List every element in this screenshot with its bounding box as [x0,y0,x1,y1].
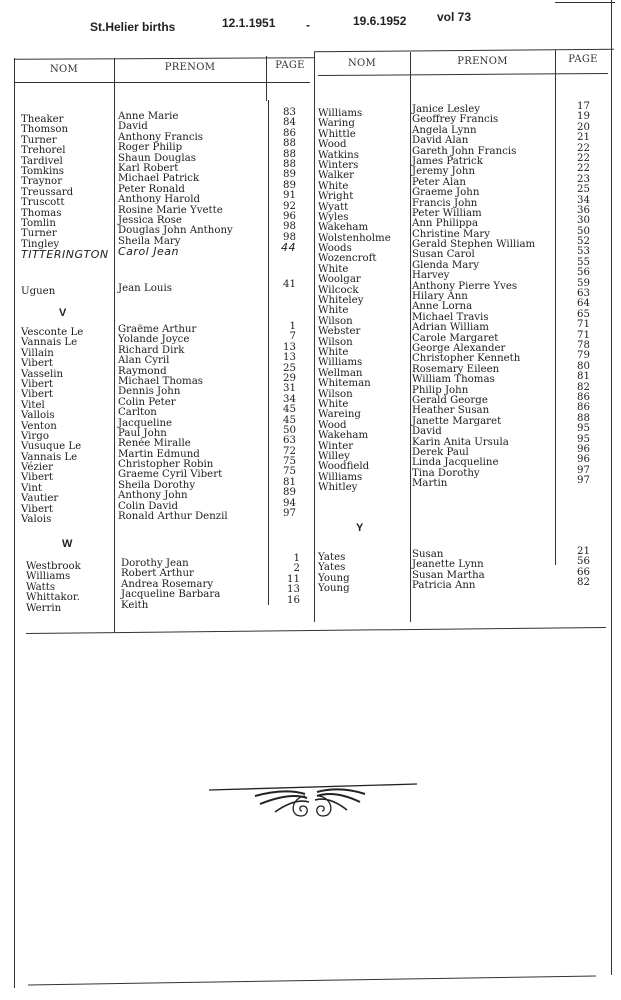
entry-page-number: 80 [577,360,590,372]
entry-surname: Wolstenholme [318,232,391,244]
entry-page-number: 81 [283,476,296,488]
entry-page-number: 95 [577,433,590,445]
entry-surname: Tomkins [21,165,65,177]
entry-forename: Glenda Mary [412,259,479,271]
entry-forename: Sheila Dorothy [118,479,196,491]
entry-forename: Yolande Joyce [118,334,190,346]
entry-forename: David [118,121,148,133]
entry-page-number: 82 [577,577,590,589]
entry-surname: Wilson [318,336,353,348]
entry-forename: Susan Martha [412,569,485,581]
entry-surname: Wareing [318,409,361,421]
entry-page-number: 13 [283,341,296,353]
header-prenom-right: PRENOM [457,56,508,67]
date-to: 19.6.1952 [353,14,407,28]
entry-forename: Richard Dirk [118,344,185,356]
entry-page-number: 25 [283,362,296,374]
col-divider-center [314,52,315,622]
entry-forename: Carol Jean [118,245,179,259]
entry-forename: Jacqueline [118,417,173,429]
entry-page-number: 63 [577,288,590,300]
entry-page-number: 20 [577,121,590,133]
left-v-pages [270,322,296,519]
left-u-pages [270,280,296,290]
entry-page-number: 36 [577,204,590,216]
entry-surname: Werrin [26,602,62,614]
col-divider-nom-prenom-left [114,58,115,633]
entry-page-number: 88 [283,148,296,160]
entry-surname: Williams [318,108,363,119]
entry-forename: Peter Alan [412,176,466,188]
entry-forename: Anthony Pierre Yves [412,280,518,292]
header-page-right: PAGE [568,54,598,65]
entry-page-number: 59 [577,277,590,289]
entry-page-number: 34 [577,194,590,206]
entry-forename: Andrea Rosemary [121,578,214,590]
entry-page-number: 94 [283,497,296,509]
entry-surname: Vézier [21,462,53,474]
entry-surname: Young [318,572,350,584]
entry-surname: Wyatt [318,201,349,213]
entry-page-number: 44 [281,241,296,255]
left-t-pages [270,108,296,253]
entry-page-number: 56 [577,556,590,568]
entry-forename: James Patrick [412,155,483,167]
left-w-surnames [26,562,81,614]
entry-page-number: 64 [577,298,590,310]
entry-forename: Patricia Ann [412,580,476,592]
entry-forename: Anthony Harold [118,194,201,206]
entry-surname: Watkins [318,149,359,161]
entry-forename: Ann Philippa [412,218,479,230]
right-y-pages [570,547,590,589]
entry-forename: Christopher Kenneth [412,353,521,365]
entry-forename: Heather Susan [412,405,490,417]
entry-forename: Gerald George [412,394,488,406]
entry-surname: Theaker [21,114,64,125]
entry-page-number: 29 [283,372,296,384]
left-v-surnames [21,328,83,525]
entry-page-number: 45 [283,404,296,416]
entry-surname: Williams [26,571,71,583]
left-t-forenames [118,112,233,257]
entry-forename: Angela Lynn [412,124,477,136]
entry-surname: Tomlin [21,217,56,229]
entry-surname: White [318,180,349,192]
entry-page-number: 98 [283,221,296,233]
entry-forename: Dennis John [118,386,181,398]
entry-page-number: 96 [577,454,590,466]
entry-forename: Colin David [118,500,179,512]
table-right-border [611,0,612,975]
entry-surname: Walker [318,170,354,182]
entry-surname: Vint [21,482,43,494]
entry-forename: Robert Arthur [121,568,194,580]
entry-surname: Vannais Le [21,451,78,463]
entry-surname: Turner [21,228,57,240]
entry-forename: Tina Dorothy [412,467,480,479]
right-w-surnames [318,109,391,493]
entry-surname: Yates [318,562,346,574]
entry-page-number: 1 [293,553,300,564]
entry-surname: Waring [318,118,355,130]
entry-forename: Anne Lorna [412,301,473,313]
entry-page-number: 91 [283,190,296,202]
entry-surname: Vitel [21,399,45,411]
entry-forename: Jeremy John [412,166,476,178]
entry-forename: Janette Margaret [412,415,502,427]
entry-forename: Adrian William [412,322,489,334]
entry-page-number: 21 [577,546,590,557]
entry-page-number: 34 [283,393,296,405]
entry-forename: Michael Thomas [118,375,204,387]
entry-page-number: 86 [283,127,296,139]
page-bottom-rule [28,976,596,986]
header-page-left: PAGE [275,60,305,71]
entry-page-number: 71 [577,329,590,341]
entry-forename: Dorothy Jean [121,558,189,569]
left-u-surnames [21,287,55,297]
entry-surname: Winter [318,440,354,452]
header-prenom-left: PRENOM [164,62,216,73]
date-from: 12.1.1951 [222,16,276,30]
entry-page-number: 86 [577,391,590,403]
entry-surname: Westbrook [26,561,81,572]
entry-forename: Paul John [118,427,167,439]
entry-forename: Renée Miralle [118,438,191,450]
entry-surname: Tingley [21,238,60,250]
entry-surname: Wood [318,139,347,151]
table-bottom-rule [26,627,606,634]
entry-surname: Whitley [318,482,358,494]
entry-surname: Woodfield [318,461,370,473]
entry-surname: Vallois [21,410,55,422]
entry-page-number: 2 [293,563,300,575]
letter-heading-v: V [59,307,67,319]
entry-page-number: 89 [283,487,296,499]
entry-page-number: 75 [283,466,296,478]
right-w-pages [570,102,590,486]
entry-surname: Woolgar [318,274,361,286]
entry-surname: Winters [318,159,359,171]
entry-forename: William Thomas [412,374,495,386]
entry-page-number: 98 [283,231,296,243]
letter-heading-w: W [62,538,73,550]
entry-surname: Thomson [21,124,69,136]
entry-surname: Vibert [21,472,53,484]
entry-forename: Graëme Arthur [118,324,197,335]
entry-page-number: 75 [283,456,296,468]
entry-page-number: 41 [283,279,296,290]
entry-page-number: 97 [577,464,590,476]
entry-surname: White [318,398,349,410]
entry-page-number: 11 [287,573,300,585]
entry-forename: Anne Marie [118,111,179,122]
entry-surname: Vibert [21,389,53,401]
entry-forename: Martin [412,478,448,490]
entry-surname: Thomas [21,207,62,219]
entry-surname: Tardivel [21,155,63,167]
entry-surname: Trehorel [21,145,66,157]
entry-page-number: 92 [283,200,296,212]
entry-page-number: 22 [577,152,590,164]
entry-surname: Watts [26,581,56,593]
left-v-forenames [118,325,228,522]
entry-surname: Whiteman [318,378,371,390]
entry-page-number: 66 [577,566,590,578]
entry-page-number: 31 [283,383,296,395]
entry-surname: Vusuque Le [21,441,82,453]
entry-surname: Yates [318,552,346,563]
col-divider-prenom-page-right [555,50,556,565]
entry-surname: Wright [318,191,354,203]
entry-page-number: 1 [289,321,296,332]
entry-surname: Whiteley [318,295,364,307]
entry-surname: Wilson [318,315,353,327]
entry-surname: Webster [318,326,361,338]
entry-page-number: 52 [577,236,590,248]
entry-surname: Vesconte Le [21,327,84,338]
entry-forename: Geoffrey Francis [412,114,499,126]
entry-page-number: 56 [577,267,590,279]
entry-surname: Wakeham [318,222,369,234]
entry-page-number: 96 [283,210,296,222]
entry-page-number: 16 [287,594,300,606]
entry-page-number: 72 [283,445,296,457]
table-left-border [14,58,15,988]
entry-surname: Williams [318,357,363,369]
entry-forename: Michael Travis [412,311,489,323]
top-rule-short [555,2,615,3]
entry-forename: Peter Ronald [118,183,185,195]
entry-page-number: 22 [577,163,590,175]
left-u-forenames [118,284,172,294]
volume-number: vol 73 [437,10,472,24]
entry-page-number: 97 [577,475,590,487]
entry-surname: Valois [21,514,52,526]
entry-page-number: 50 [283,424,296,436]
left-w-forenames [121,559,220,611]
entry-surname: Willey [318,450,350,462]
entry-page-number: 21 [577,132,590,144]
entry-page-number: 7 [289,331,296,343]
entry-forename: Jessica Rose [118,214,182,226]
entry-surname: Wyles [318,211,349,223]
entry-surname: Woods [318,243,352,255]
entry-forename: Derek Paul [412,446,469,458]
entry-surname: Williams [318,471,363,483]
col-divider-page-left [268,100,269,605]
entry-surname: Wilson [318,388,353,400]
entry-forename: Karin Anita Ursula [412,436,509,448]
entry-page-number: 97 [283,508,296,520]
entry-forename: Carlton [118,407,157,419]
entry-page-number: 84 [283,117,296,129]
header-nom-right: NOM [347,58,377,69]
entry-forename: Jeanette Lynn [412,559,484,571]
entry-page-number: 13 [287,584,300,596]
entry-surname: Vibert [21,358,53,370]
entry-forename: Linda Jacqueline [412,457,499,469]
entry-page-number: 96 [577,443,590,455]
entry-forename: David Alan [412,135,469,147]
entry-forename: George Alexander [412,342,506,354]
entry-page-number: 25 [577,184,590,196]
entry-forename: Alan Cyril [118,355,170,367]
table-top-rule-right [314,49,614,53]
col-divider-nom-prenom-right [410,52,411,622]
entry-forename: Susan Carol [412,249,475,261]
entry-page-number: 53 [577,246,590,258]
entry-surname: White [318,346,349,358]
entry-forename: Carole Margaret [412,332,499,344]
register-title: St.Helier births [90,20,176,34]
entry-forename: Shaun Douglas [118,152,196,164]
entry-page-number: 17 [577,101,590,112]
entry-surname: Young [318,583,350,595]
entry-forename: Anthony John [118,490,188,502]
entry-page-number: 23 [577,173,590,185]
entry-page-number: 65 [577,308,590,320]
entry-forename: Philip John [412,384,469,396]
entry-page-number: 79 [577,350,590,362]
entry-page-number: 82 [577,381,590,393]
entry-forename: Douglas John Anthony [118,225,233,237]
entry-page-number: 83 [283,107,296,118]
entry-surname: Wellman [318,367,363,379]
entry-page-number: 86 [577,402,590,414]
entry-surname: Treussard [21,186,74,198]
entry-forename: Harvey [412,270,450,282]
entry-surname: White [318,263,349,275]
entry-page-number: 19 [577,111,590,123]
entry-surname: Vibert [21,503,53,515]
entry-page-number: 81 [577,371,590,383]
entry-surname: Vannais Le [21,337,78,349]
entry-forename: Karl Robert [118,162,179,174]
entry-forename: Anthony Francis [118,131,204,143]
entry-forename: Ronald Arthur Denzil [118,511,228,523]
entry-forename: Rosemary Eileen [412,363,500,375]
entry-surname: Wood [318,419,347,431]
left-w-pages [270,554,300,606]
entry-page-number: 89 [283,179,296,191]
letter-heading-y: Y [356,522,364,534]
entry-surname: Truscott [21,197,65,209]
entry-surname: Vasselin [21,368,64,380]
entry-forename: Gerald Stephen William [412,239,536,251]
entry-forename: Peter William [412,207,482,219]
entry-page-number: 88 [283,158,296,170]
entry-page-number: 55 [577,256,590,268]
entry-page-number: 88 [283,138,296,150]
entry-forename: Susan [412,549,444,560]
entry-page-number: 22 [577,142,590,154]
entry-surname: Uguen [21,286,56,297]
right-w-forenames [412,105,535,489]
entry-forename: Graeme John [412,187,480,199]
entry-surname: Wilcock [318,284,359,296]
entry-surname: Wakeham [318,430,369,442]
entry-forename: Rosine Marie Yvette [118,204,223,216]
entry-forename: Keith [121,599,149,611]
entry-forename: Raymond [118,365,167,377]
entry-forename: Janice Lesley [412,104,481,115]
entry-page-number: 30 [577,215,590,227]
entry-page-number: 71 [577,319,590,331]
entry-forename: Martin Edmund [118,448,200,460]
header-rule-right [318,73,608,76]
entry-forename: Francis John [412,197,478,209]
entry-forename: Sheila Mary [118,235,181,247]
entry-page-number: 50 [577,225,590,237]
entry-forename: Christine Mary [412,228,491,240]
entry-surname: Whittle [318,128,356,140]
right-y-surnames [318,553,350,595]
entry-forename: Michael Patrick [118,173,200,185]
entry-forename: Gareth John Francis [412,145,517,157]
entry-page-number: 89 [283,169,296,181]
entry-surname: Turner [21,134,57,146]
entry-surname: Whittakor. [26,592,80,604]
entry-forename: Jean Louis [118,283,172,294]
entry-forename: David [412,426,442,438]
left-t-surnames [21,115,109,260]
entry-page-number: 88 [577,412,590,424]
entry-page-number: 13 [283,352,296,364]
entry-surname: Traynor [21,176,63,188]
date-separator: - [306,18,310,32]
entry-page-number: 45 [283,414,296,426]
entry-page-number: 78 [577,339,590,351]
entry-surname: TITTERINGTON [21,248,109,262]
entry-forename: Jacqueline Barbara [121,589,221,601]
header-nom-left: NOM [49,64,79,75]
entry-forename: Colin Peter [118,396,176,408]
entry-forename: Christopher Robin [118,459,214,471]
decorative-flourish-icon [205,776,420,826]
right-y-forenames [412,550,485,592]
entry-forename: Graeme Cyril Vibert [118,469,223,481]
entry-surname: Vautier [21,493,59,505]
entry-surname: Virgo [21,430,49,442]
entry-forename: Hilary Ann [412,291,468,303]
entry-surname: White [318,305,349,317]
entry-forename: Roger Philip [118,142,183,154]
entry-surname: Wozencroft [318,253,377,265]
entry-page-number: 63 [283,435,296,447]
entry-surname: Vibert [21,378,53,390]
entry-page-number: 95 [577,423,590,435]
entry-surname: Villain [21,347,54,359]
entry-surname: Venton [21,420,57,432]
